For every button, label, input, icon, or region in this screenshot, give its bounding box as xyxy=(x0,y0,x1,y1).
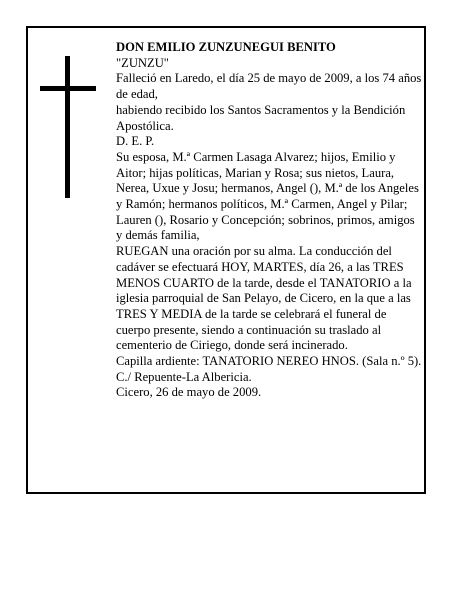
latin-cross-icon xyxy=(38,56,98,198)
sacraments-line: habiendo recibido los Santos Sacramentos y la Bendición Apostólica. xyxy=(116,102,406,133)
family-list: Su esposa, M.ª Carmen Lasaga Alvarez; hijos, Emilio y Aitor; hijas políticas, Marian y Rosa; sus nietos, Laura, Nerea, Uxue y Josu; hermanos, Angel (), M.ª de los Angeles y Ramón; hermanos políticos, M.ª Carmen, Angel y Pilar; Lauren (), Rosario y Concepción; sobrinos, primos, amigos y demás familia, xyxy=(116,149,419,243)
deceased-name: DON EMILIO ZUNZUNEGUI BENITO xyxy=(116,40,336,54)
chapel-info: Capilla ardiente: TANATORIO NEREO HNOS. (Sala n.º 5). C./ Repuente-La Albericia. xyxy=(116,354,422,384)
death-announcement: Falleció en Laredo, el día 25 de mayo de 2009, a los 74 años de edad, xyxy=(116,71,422,102)
cross-horizontal-bar xyxy=(40,86,96,91)
obituary-notice xyxy=(26,26,426,494)
cross-vertical-bar xyxy=(65,56,70,198)
place-date: Cicero, 26 de mayo de 2009. xyxy=(116,385,262,400)
deceased-nickname: "ZUNZU" xyxy=(116,55,169,70)
rip-line: D. E. P. xyxy=(116,134,155,149)
notice-text xyxy=(116,40,422,401)
funeral-details: RUEGAN una oración por su alma. La conducción del cadáver se efectuará HOY, MARTES, día 26, a las TRES MENOS CUARTO de la tarde, desde el TANATORIO a la iglesia parroquial de San Pelayo, de Cicero, en la que a las TRES Y MEDIA de la tarde se celebrará el funeral de cuerpo presente, siendo a continuación su traslado al cementerio de Ciriego, donde será incinerado. xyxy=(116,244,412,353)
